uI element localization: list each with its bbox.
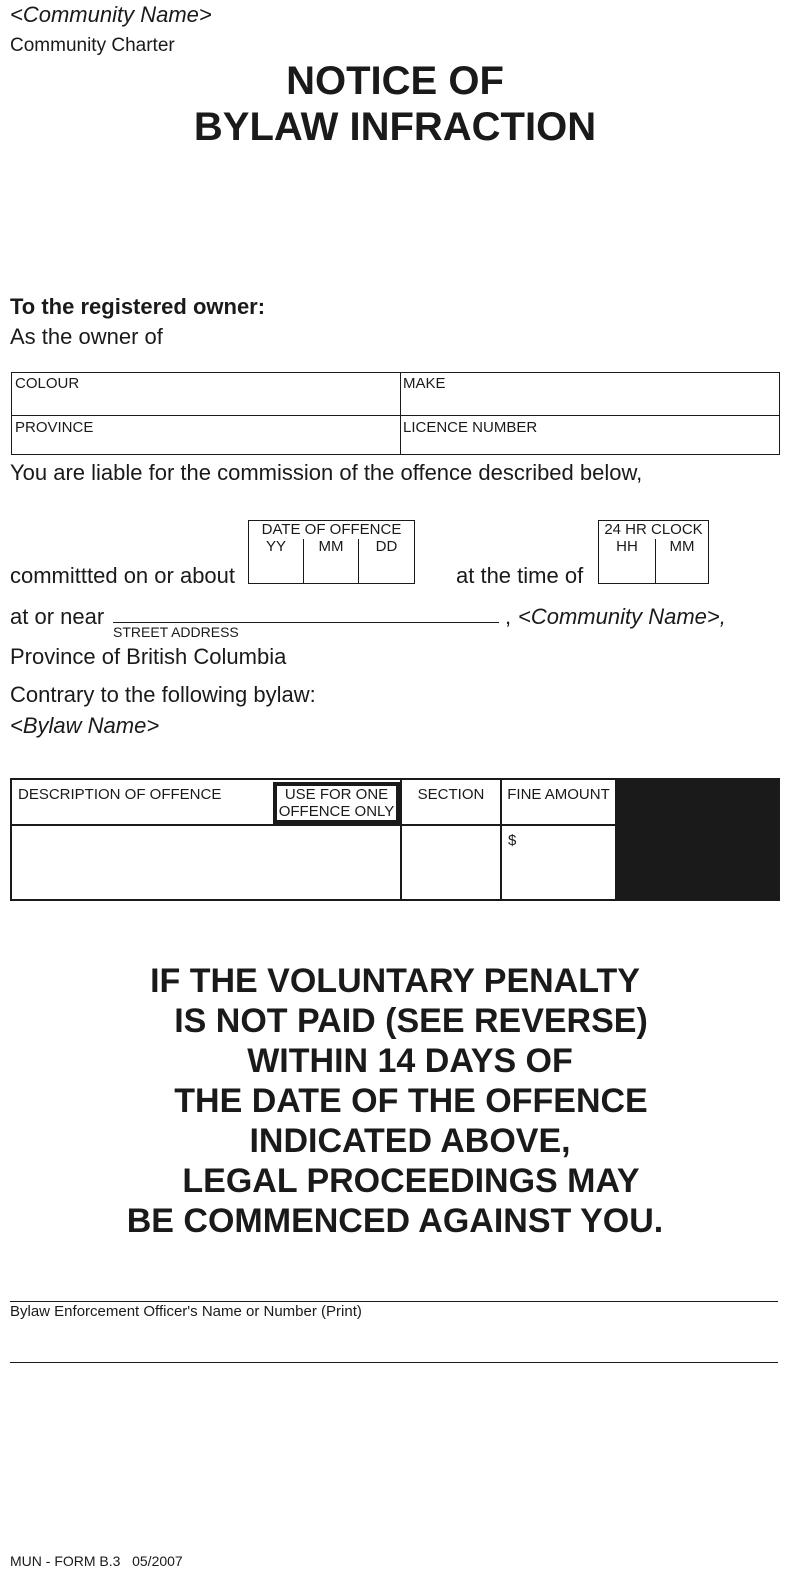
clock-hh-field[interactable]: HH [616,538,638,555]
as-owner-text: As the owner of [10,324,163,349]
at-or-near-label: at or near [10,604,105,629]
comma: , [505,604,512,629]
dollar-sign: $ [508,832,517,849]
bylaw-name: <Bylaw Name> [10,713,160,738]
fine-amount-header: FINE AMOUNT [507,786,610,803]
committed-label: committted on or about [10,563,236,588]
owner-heading: To the registered owner: [10,294,266,319]
clock-title: 24 HR CLOCK [604,521,703,538]
liability-text: You are liable for the commission of the offence described below, [10,460,643,485]
street-address-label: STREET ADDRESS [113,624,239,640]
vehicle-table-divider [400,373,401,454]
vehicle-table-row-divider [12,415,779,416]
date-of-offence-title: DATE OF OFFENCE [261,521,402,538]
officer-name-line[interactable] [10,1301,778,1302]
shaded-block [615,778,780,901]
date-dd-field[interactable]: DD [375,538,398,555]
fine-amount-field[interactable] [522,828,612,896]
warning-line-2: IS NOT PAID (SEE REVERSE) [174,1002,648,1040]
community-name-header: <Community Name> [10,2,212,27]
province-text: Province of British Columbia [10,644,287,669]
one-offence-only-box [273,782,400,824]
one-offence-line-2: OFFENCE ONLY [278,803,395,820]
warning-line-1: IF THE VOLUNTARY PENALTY [150,962,640,1000]
licence-number-field[interactable]: LICENCE NUMBER [403,419,538,436]
description-field[interactable] [18,828,396,896]
contrary-text: Contrary to the following bylaw: [10,682,316,707]
community-name-location: <Community Name>, [518,604,726,629]
warning-line-6: LEGAL PROCEEDINGS MAY [182,1162,640,1200]
offence-table [10,778,780,901]
title-line-2: BYLAW INFRACTION [193,105,597,149]
warning-line-3: WITHIN 14 DAYS OF [247,1042,573,1080]
vehicle-table [11,372,780,455]
signature-line[interactable] [10,1362,778,1363]
section-header: SECTION [417,786,485,803]
colour-field[interactable]: COLOUR [15,375,80,392]
one-offence-line-1: USE FOR ONE [284,786,389,803]
form-number: MUN - FORM B.3 05/2007 [10,1553,183,1569]
time-label: at the time of [456,563,584,588]
section-field[interactable] [404,828,496,896]
date-of-offence-box [248,520,415,584]
make-field[interactable]: MAKE [403,375,446,392]
description-header: DESCRIPTION OF OFFENCE [18,786,222,803]
clock-mm-field[interactable]: MM [669,538,695,555]
warning-block [0,961,790,1241]
warning-line-5: INDICATED ABOVE, [249,1122,571,1160]
title-line-1: NOTICE OF [286,59,504,103]
clock-box [598,520,709,584]
offence-table-row-divider [12,824,615,826]
community-charter-label: Community Charter [10,35,175,56]
officer-name-label: Bylaw Enforcement Officer's Name or Number (Print) [10,1303,362,1320]
date-mm-field[interactable]: MM [318,538,344,555]
form-title [0,58,790,150]
province-field[interactable]: PROVINCE [15,419,94,436]
date-yy-field[interactable]: YY [265,538,286,555]
warning-line-7: BE COMMENCED AGAINST YOU. [126,1202,664,1240]
warning-line-4: THE DATE OF THE OFFENCE [174,1082,648,1120]
street-address-line[interactable] [113,622,499,623]
